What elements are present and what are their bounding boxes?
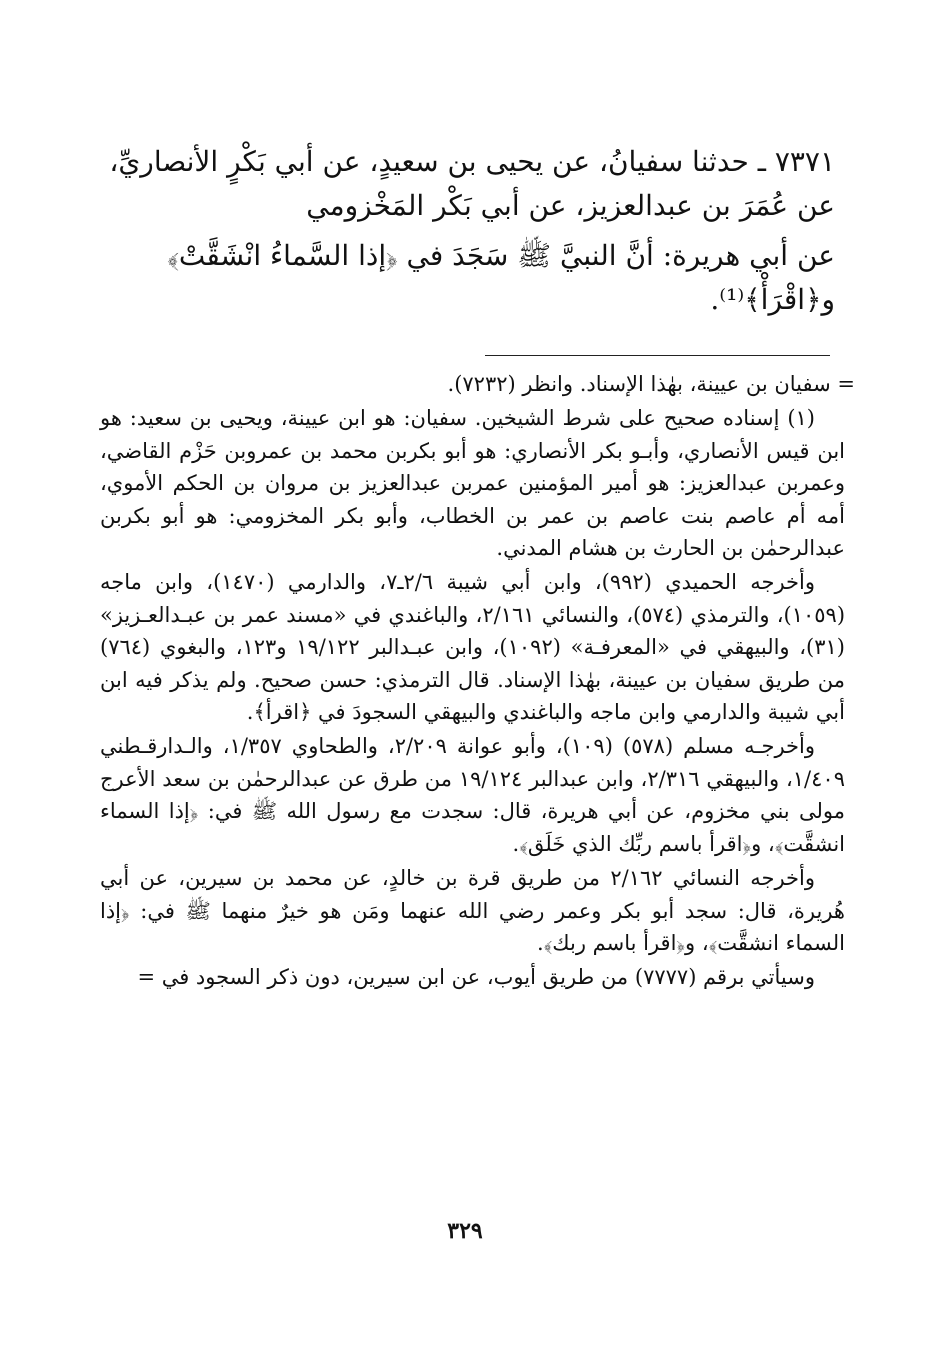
footnote-paragraph-5: وسيأتي برقم (٧٧٧٧) من طريق أيوب، عن ابن سيرين، دون ذكر السجود في = xyxy=(137,965,815,990)
hadith-line-2: عن عُمَرَ بن عبدالعزيز، عن أبي بَكْر المَخْزومي xyxy=(306,189,835,222)
hadith-isnad xyxy=(95,140,835,228)
footnote-continuation: = سفيان بن عيينة، بهٰذا الإسناد. وانظر (٧٢٣٢). xyxy=(447,372,855,396)
footnote-paragraph-2: وأخرجه الحميدي (٩٩٢)، وابن أبي شيبة ٢/٦ـ٧، والدارمي (١٤٧٠)، وابن ماجه (١٠٥٩)، والترمذي (٥٧٤)، والنسائي ٢/١٦١، والباغندي في «مسند عمر بن عبـدالعـزيز» (٣١)، والبيهقي في «المعرفـة» (١٠٩٢)، وابن عبـدالبر ١٩/١٢٢ و١٢٣، والبغوي (٧٦٤) من طريق سفيان بن عيينة، بهٰذا الإسناد. قال الترمذي: حسن صحيح. ولم يذكر فيه ابن أبي شيبة والدارمي وابن ماجه والباغندي والبيهقي السجودَ في ﴿اقرأ﴾. xyxy=(100,570,846,725)
footnote-separator xyxy=(485,355,830,356)
footnote-paragraph-4: وأخرجه النسائي ٢/١٦٢ من طريق قرة بن خالدٍ، عن محمد بن سيرين، عن أبي هُريرة، قال: سجد أبو بكر وعمر رضي الله عنهما ومَن هو خيرٌ منهما ﷺ في: ﴿إذا السماء انشقَّت﴾، و﴿اقرأ باسم ربك﴾. xyxy=(100,866,845,955)
page-number: ٣٢٩ xyxy=(447,1218,483,1244)
footnotes xyxy=(100,368,855,996)
hadith-line-3: عن أبي هريرة: أنَّ النبيَّ ﷺ سَجَدَ في ﴿إذا السَّماءُ انْشَقَّتْ﴾ xyxy=(167,239,835,272)
footnote-1: (١) إسناده صحيح على شرط الشيخين. سفيان: هو ابن عيينة، ويحيى بن سعيد: هو ابن قيس الأنصاري، وأبـو بكر الأنصاري: هو أبو بكربن محمد بن عمروبن حَزْم القاضي، وعمربن عبدالعزيز: هو أمير المؤمنين عمربن عبدالعزيز بن مروان بن الحكم الأموي، أمه أم عاصم بنت عاصم بن عمر بن الخطاب، وأبو بكر المخزومي: هو أبو بكربن عبدالرحمٰن بن الحارث بن هشام المدني. xyxy=(100,406,845,561)
hadith-text xyxy=(95,140,835,328)
hadith-matn xyxy=(95,234,835,322)
footnote-paragraph-3: وأخرجـه مسلم (٥٧٨) (١٠٩)، وأبو عوانة ٢/٢٠٩، والطحاوي ١/٣٥٧، والـدارقـطني ١/٤٠٩، والبيهقي ٢/٣١٦، وابن عبدالبر ١٩/١٢٤ من طرق عن عبدالرحمٰن بن سعد الأعرج مولى بني مخزوم، عن أبي هريرة، قال: سجدت مع رسول الله ﷺ في: ﴿إذا السماء انشقَّت﴾، و﴿اقرأ باسم ربِّك الذي خَلَق﴾. xyxy=(100,734,845,856)
hadith-line-4: و﴿اقْرَأْ﴾⁽¹⁾. xyxy=(710,283,835,316)
hadith-line-1: ٧٣٧١ ـ حدثنا سفيانُ، عن يحيى بن سعيدٍ، عن أبي بَكْرٍ الأنصاريِّ، xyxy=(109,145,835,178)
